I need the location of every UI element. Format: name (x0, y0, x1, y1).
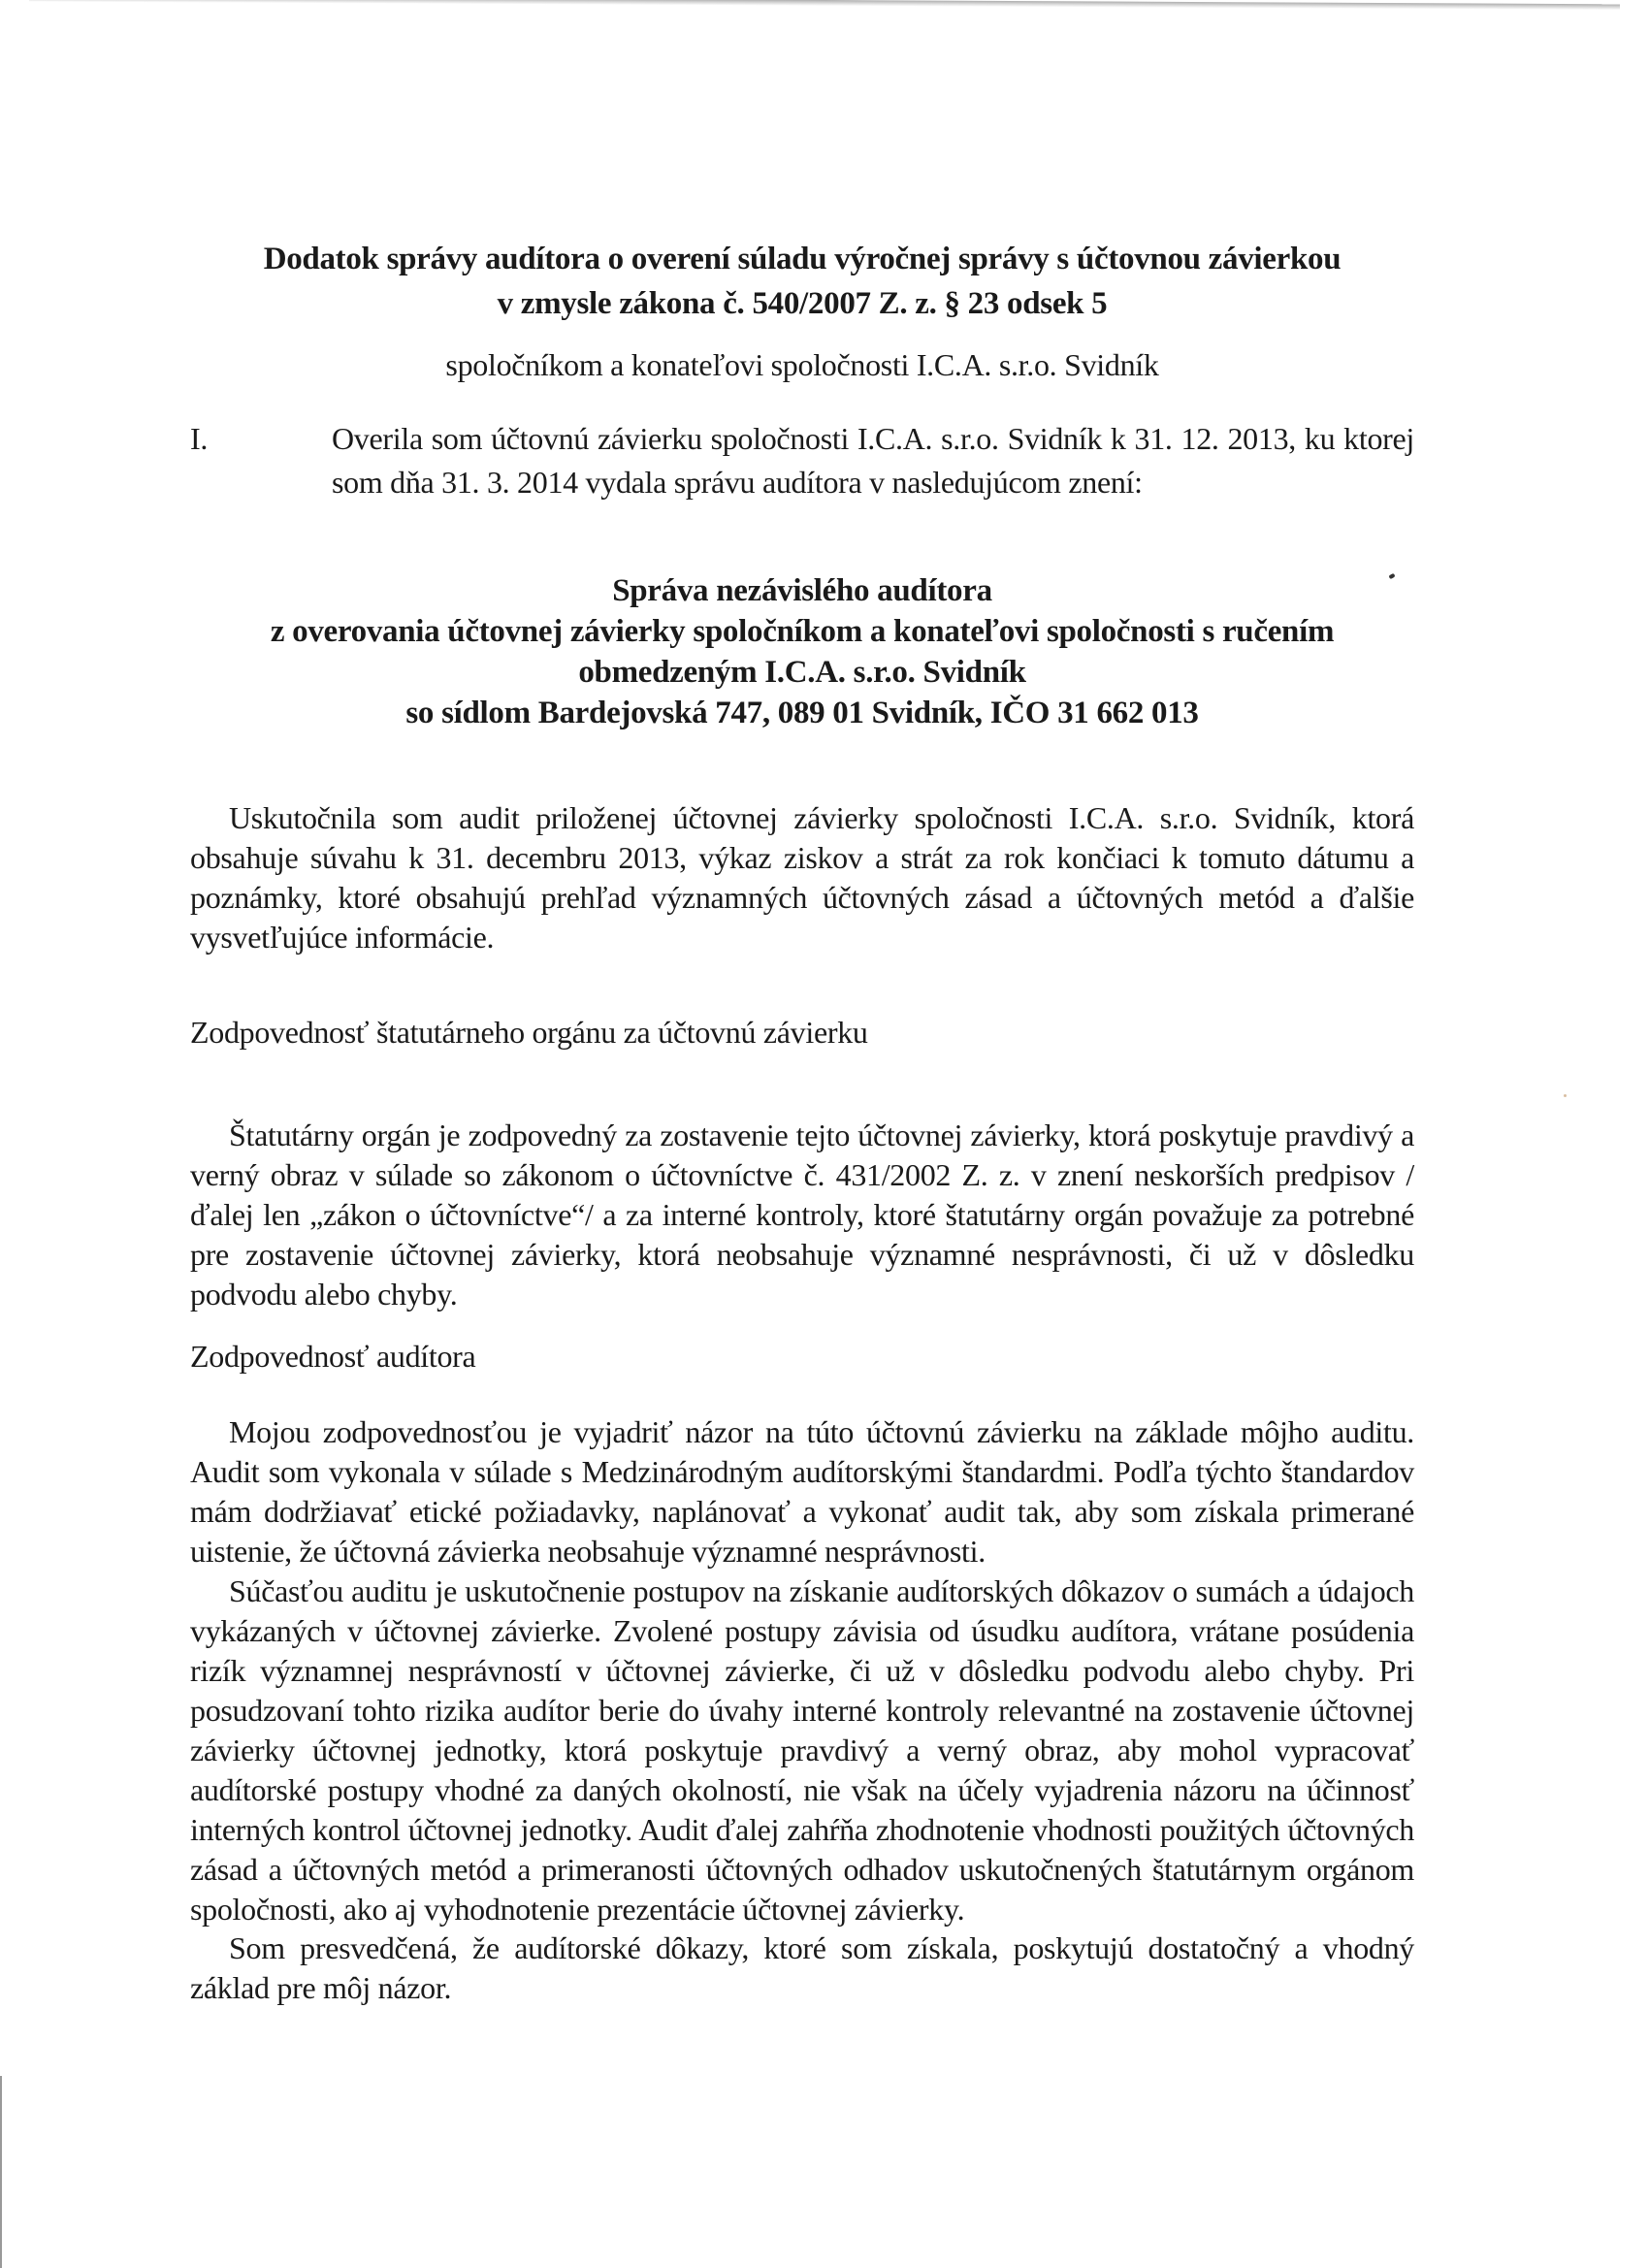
statutory-responsibility-heading: Zodpovednosť štatutárneho orgánu za účtovnú závierku (190, 1015, 868, 1050)
auditor-responsibility-paragraph-3: Som presvedčená, že audítorské dôkazy, ktoré som získala, poskytujú dostatočný a vhodný základ pre môj názor. (190, 1930, 1414, 2005)
scan-top-edge (29, 0, 1620, 10)
auditor-responsibility-paragraph-2: Súčasťou auditu je uskutočnenie postupov na získanie audítorských dôkazov o sumách a údajoch vykázaných v účtovnej závierke. Zvolené postupy závisia od úsudku audítora, vrátane posúdenia rizík významnej nesprávností v účtovnej závierke, či už v dôsledku podvodu alebo chyby. Pri posudzovaní tohto rizika audítor berie do úvahy interné kontroly relevantné na zostavenie účtovnej závierky účtovnej jednotky, ktorá poskytuje pravdivý a verný obraz, aby mohol vypracovať audítorské postupy vhodné za daných okolností, nie však na účely vyjadrenia názoru na účinnosť interných kontrol účtovnej jednotky. Audit ďalej zahŕňa zhodnotenie vhodnosti použitých účtovných zásad a účtovných metód a primeranosti účtovných odhadov uskutočnených štatutárnym orgánom spoločnosti, ako aj vyhodnotenie prezentácie účtovnej závierky. (190, 1573, 1414, 1927)
auditor-responsibility-paragraph-1: Mojou zodpovednosťou je vyjadriť názor na túto účtovnú závierku na základe môjho auditu. Audit som vykonala v súlade s Medzinárodným audítorskými štandardmi. Podľa týchto štandardov mám dodržiavať etické požiadavky, naplánovať a vykonať audit tak, aby som získala primerané uistenie, že účtovná závierka neobsahuje významné nesprávnosti. (190, 1414, 1414, 1569)
report-title (190, 570, 1414, 733)
document-title-line-1: Dodatok správy audítora o overení súladu výročnej správy s účtovnou závierkou (263, 242, 1342, 276)
intro-paragraph: Uskutočnila som audit priloženej účtovnej závierky spoločnosti I.C.A. s.r.o. Svidník, ktorá obsahuje súvahu k 31. decembru 2013, výkaz ziskov a strát za rok končiaci k tomuto dátumu a poznámky, ktoré obsahujú prehľad významných účtovných zásad a účtovných metód a ďalšie vysvetľujúce informácie. (190, 800, 1414, 955)
section-numeral: I. (190, 421, 209, 456)
document-title-line-2: v zmysle zákona č. 540/2007 Z. z. § 23 odsek 5 (497, 286, 1108, 321)
report-title-line-3: obmedzeným I.C.A. s.r.o. Svidník (578, 655, 1026, 690)
document-addressee: spoločníkom a konateľovi spoločnosti I.C.A. s.r.o. Svidník (445, 347, 1159, 382)
scan-artifact-dot (1564, 1094, 1567, 1097)
auditor-responsibility-heading: Zodpovednosť audítora (190, 1339, 476, 1374)
document-title (190, 237, 1414, 326)
section-i (190, 417, 1414, 504)
report-title-line-2: z overovania účtovnej závierky spoločníkom a konateľovi spoločnosti s ručením (270, 614, 1335, 649)
report-title-line-4: so sídlom Bardejovská 747, 089 01 Svidník, IČO 31 662 013 (405, 696, 1199, 730)
scan-left-edge (0, 2076, 2, 2268)
section-i-text: Overila som účtovnú závierku spoločnosti I.C.A. s.r.o. Svidník k 31. 12. 2013, ku ktorej som dňa 31. 3. 2014 vydala správu audítora v nasledujúcom znení: (332, 421, 1414, 500)
report-title-line-1: Správa nezávislého audítora (612, 573, 992, 608)
statutory-responsibility-paragraph: Štatutárny orgán je zodpovedný za zostavenie tejto účtovnej závierky, ktorá poskytuje pravdivý a verný obraz v súlade so zákonom o účtovníctve č. 431/2002 Z. z. v znení neskorších predpisov /ďalej len „zákon o účtovníctve“/ a za interné kontroly, ktoré štatutárny orgán považuje za potrebné pre zostavenie účtovnej závierky, ktorá neobsahuje významné nesprávnosti, či už v dôsledku podvodu alebo chyby. (190, 1118, 1414, 1312)
